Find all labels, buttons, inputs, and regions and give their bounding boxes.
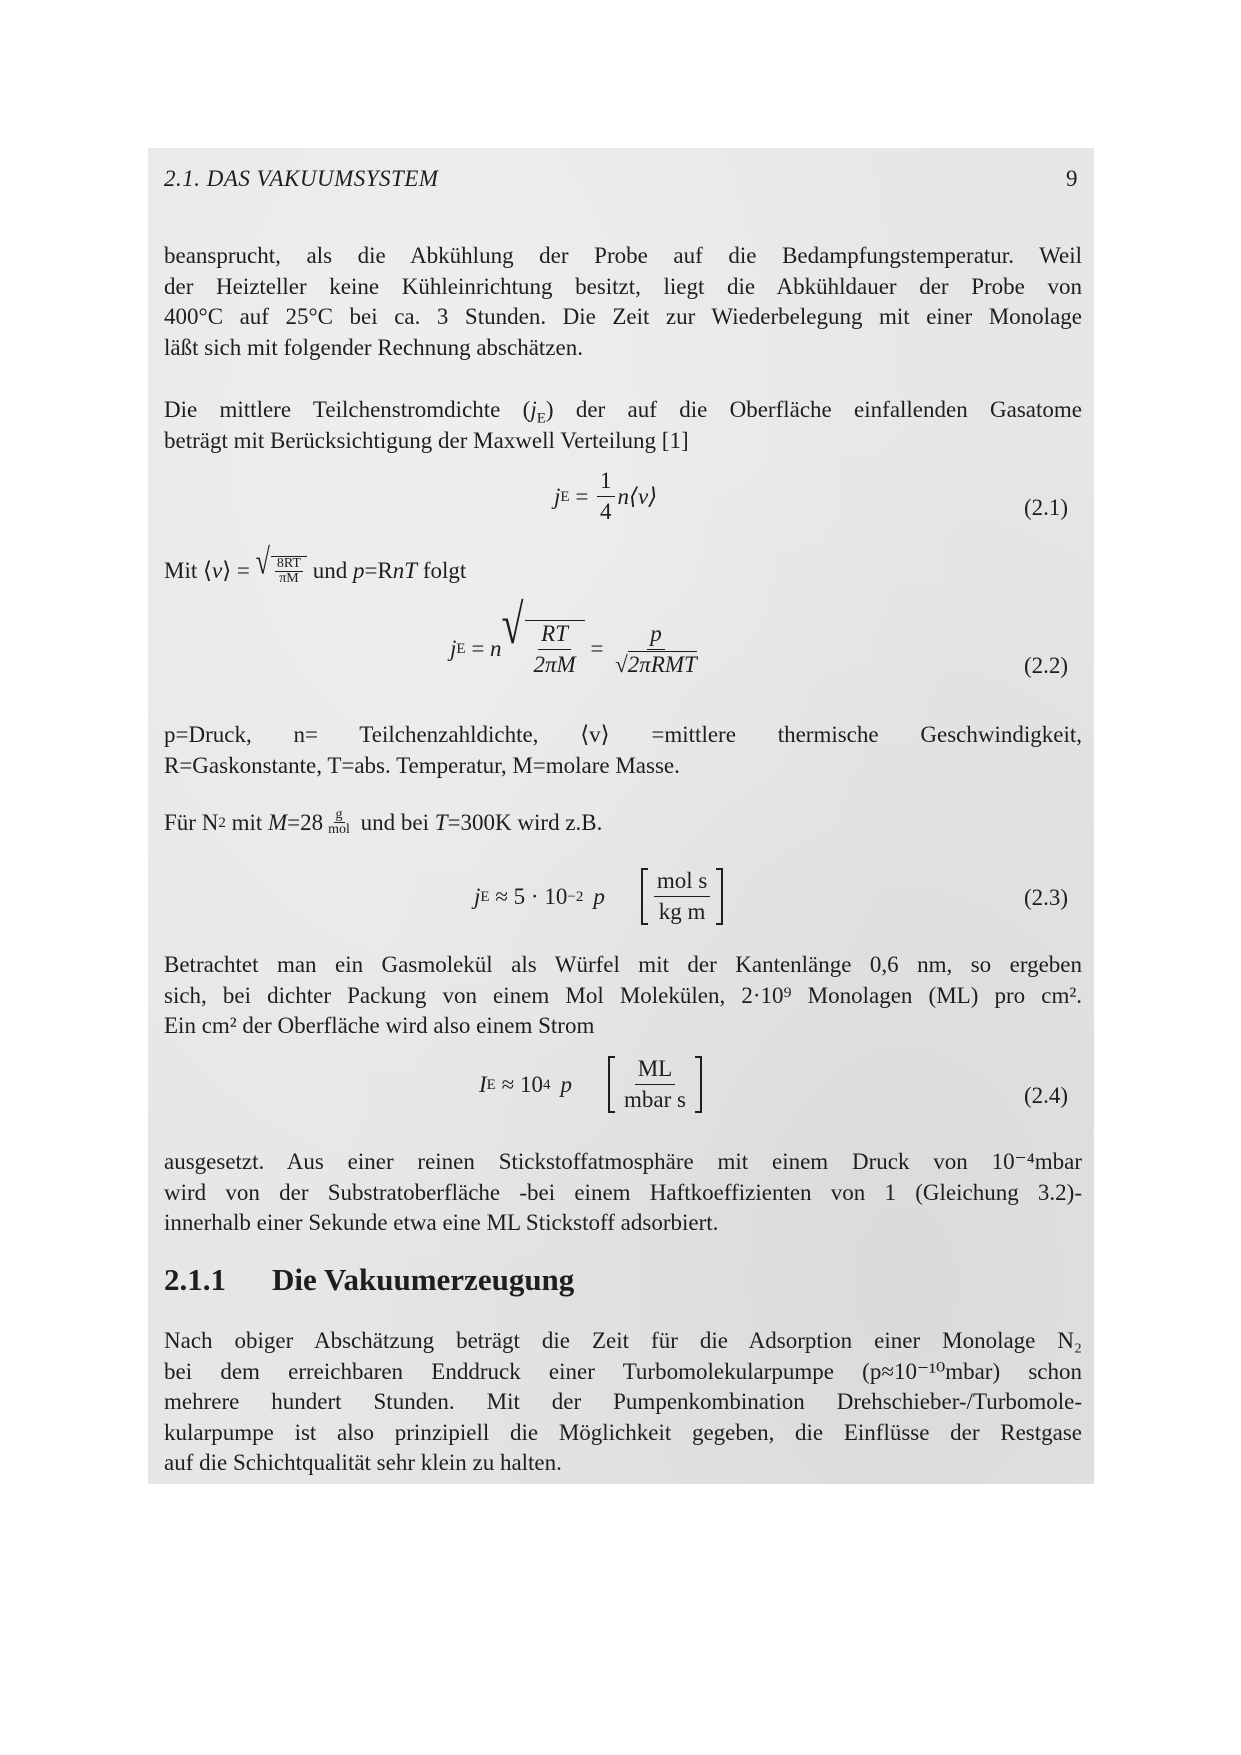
- text-line: mehrere hundert Stunden. Mit der Pumpenkombination Drehschieber-/Turbomole-: [164, 1389, 1082, 1414]
- equation-2-2: j E = n √ $\frac{RT}{2\pi M}$ = $\frac{p}{\text{√2πRMT}}$: [450, 620, 703, 678]
- text-line: Ein cm² der Oberfläche wird also einem Strom: [164, 1013, 595, 1038]
- unit-bracket: $\frac{ML}{\text{mbar s}}$: [608, 1056, 702, 1113]
- paragraph-nitrogen-adsorption: [164, 1147, 1082, 1239]
- text-line: innerhalb einer Sekunde etwa eine ML Stickstoff adsorbiert.: [164, 1210, 719, 1235]
- equation-2-3: j E ≈ 5 · 10 −2 p $\frac{\text{mol s}}{\text{kg m}}$: [474, 868, 723, 925]
- running-head: 2.1. DAS VAKUUMSYSTEM: [164, 166, 439, 191]
- fraction: $\frac{1}{4}$: [597, 468, 615, 525]
- page-number: 9: [1066, 166, 1078, 191]
- equation-number: (2.3): [1024, 885, 1069, 910]
- mit-line: Mit ⟨ v ⟩ = √ $\frac{8RT}{\pi M}$ und p =R n T folgt: [164, 541, 467, 587]
- nitrogen-line: Für N 2 mit M =28 $\frac{g}{\text{mol}}$ und bei T =300K wird z.B.: [164, 807, 603, 837]
- equation-number: (2.1): [1024, 495, 1069, 520]
- paragraph-flux-density: [164, 395, 1082, 456]
- text-line: 400°C auf 25°C bei ca. 3 Stunden. Die Zeit zur Wiederbelegung mit einer Monolage: [164, 304, 1082, 329]
- text-line: beträgt mit Berücksichtigung der Maxwell Verteilung [1]: [164, 427, 689, 453]
- text-line: der Heizteller keine Kühleinrichtung besitzt, liegt die Abkühldauer der Probe von: [164, 273, 1082, 299]
- paragraph-molecule-cube: [164, 950, 1082, 1042]
- text-line: kularpumpe ist also prinzipiell die Möglichkeit gegeben, die Einflüsse der Restgase: [164, 1419, 1082, 1445]
- equation-2-4: I E ≈ 10 4 p $\frac{ML}{\text{mbar s}}$: [479, 1056, 702, 1113]
- text-line: Die mittlere Teilchenstromdichte $(j_E)$ der auf die Oberfläche einfallenden Gasatome: [164, 397, 1082, 427]
- text-line: sich, bei dichter Packung von einem Mol Molekülen, 2·10⁹ Monolagen (ML) pro cm².: [164, 982, 1082, 1008]
- text-line: p=Druck, n= Teilchenzahldichte, ⟨v⟩ =mittlere thermische Geschwindigkeit,: [164, 722, 1082, 747]
- equation-number: (2.2): [1024, 653, 1069, 678]
- equation-2-1: j E = $\frac{1}{4}$ n⟨v⟩: [554, 468, 658, 524]
- text-line: bei dem erreichbaren Enddruck einer Turbomolekularpumpe (p≈10⁻¹⁰mbar) schon: [164, 1358, 1082, 1384]
- text-line: Betrachtet man ein Gasmolekül als Würfel mit der Kantenlänge 0,6 nm, so ergeben: [164, 952, 1082, 977]
- text-line: ausgesetzt. Aus einer reinen Stickstoffatmosphäre mit einem Druck von 10⁻⁴mbar: [164, 1149, 1082, 1174]
- fraction: $\frac{p}{\text{√2πRMT}}$: [615, 620, 697, 677]
- equation-number: (2.4): [1024, 1083, 1069, 1108]
- section-title: Die Vakuumerzeugung: [272, 1262, 575, 1297]
- text-line: Nach obiger Abschätzung beträgt die Zeit für die Adsorption einer Monolage N₂: [164, 1328, 1082, 1353]
- text-line: beansprucht, als die Abkühlung der Probe auf die Bedampfungstemperatur. Weil: [164, 243, 1082, 268]
- text-line: auf die Schichtqualität sehr klein zu halten.: [164, 1450, 562, 1475]
- paragraph-definitions: [164, 720, 1082, 781]
- paragraph-vacuum-generation: [164, 1326, 1082, 1479]
- square-root: √ $\frac{8RT}{\pi M}$: [256, 556, 307, 586]
- square-root: √ $\frac{RT}{2\pi M}$: [502, 620, 585, 678]
- paragraph-cooling: [164, 241, 1082, 363]
- section-heading: [164, 1262, 574, 1298]
- text-line: wird von der Substratoberfläche -bei einem Haftkoeffizienten von 1 (Gleichung 3.2)-: [164, 1179, 1082, 1205]
- text-line: R=Gaskonstante, T=abs. Temperatur, M=molare Masse.: [164, 752, 680, 778]
- unit-bracket: $\frac{\text{mol s}}{\text{kg m}}$: [641, 868, 723, 925]
- text-line: läßt sich mit folgender Rechnung abschätzen.: [164, 334, 583, 360]
- section-number: 2.1.1: [164, 1262, 226, 1297]
